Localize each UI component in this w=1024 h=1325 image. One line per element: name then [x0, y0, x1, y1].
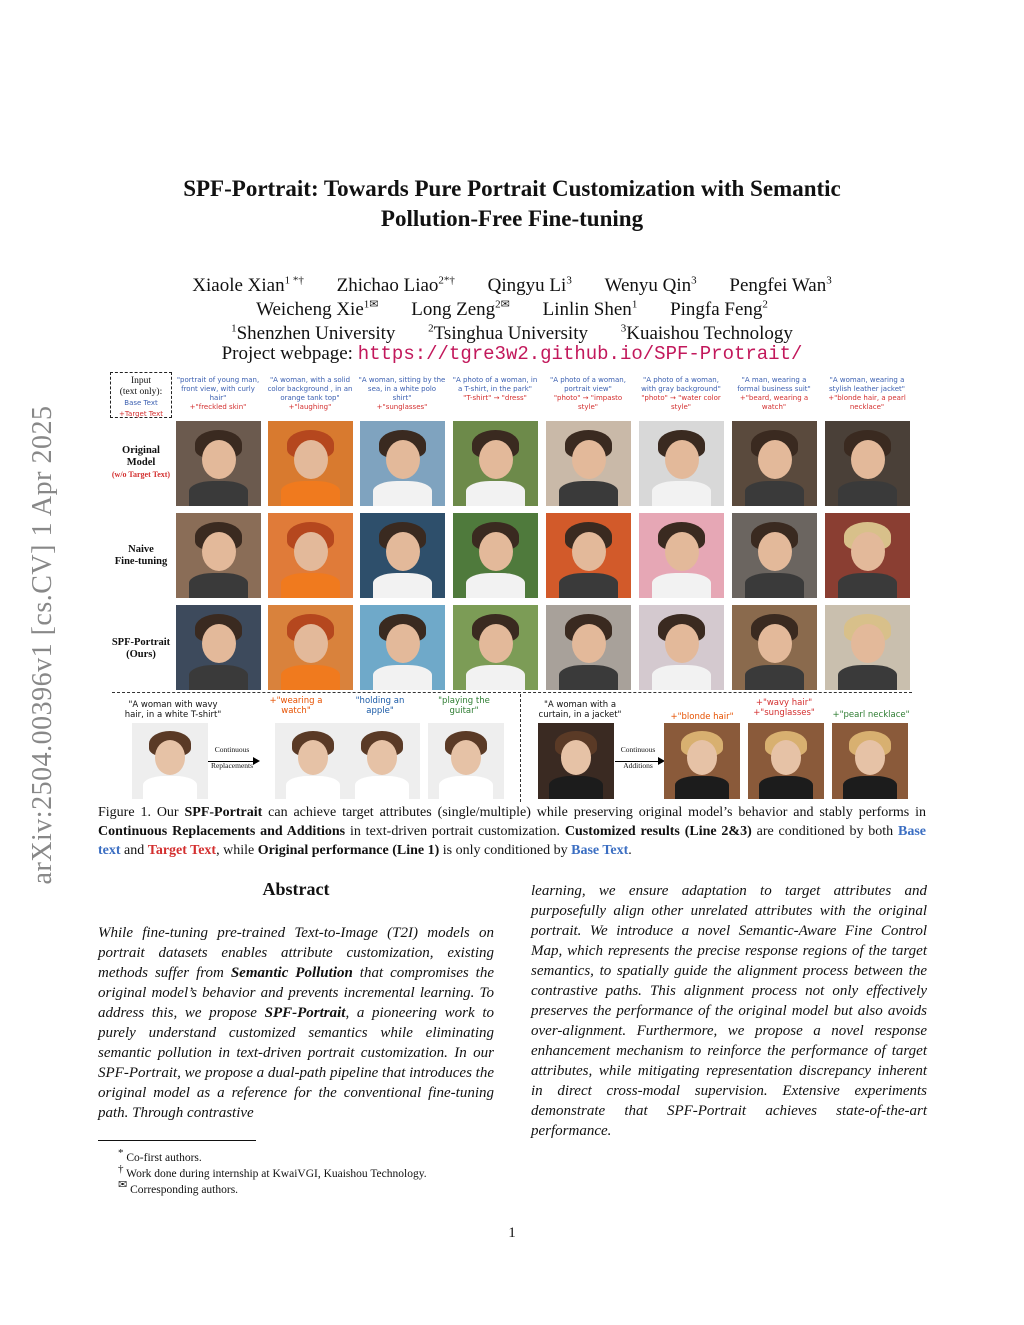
- torso-shape: [843, 776, 896, 799]
- torso-shape: [745, 481, 805, 507]
- face-shape: [294, 532, 328, 571]
- column-prompt: [730, 376, 818, 412]
- face-shape: [386, 624, 420, 663]
- addition-step-1: +"blonde hair": [670, 712, 734, 722]
- base-text: "A man, wearing a formal business suit": [737, 376, 811, 393]
- portrait-image: [825, 421, 910, 506]
- face-shape: [202, 440, 236, 479]
- torso-shape: [286, 776, 339, 799]
- author: Xiaole Xian$^{1 *\dagger}$: [192, 275, 304, 297]
- project-url-link[interactable]: https://tgre3w2.github.io/SPF-Protrait/: [357, 343, 803, 365]
- figure-1: [110, 372, 916, 804]
- legend-target-text: +Target Text: [119, 410, 163, 418]
- replacement-step-1: +"wearing a watch": [269, 696, 323, 716]
- face-shape: [202, 532, 236, 571]
- author: Wenyu Qin$^3$: [604, 275, 697, 297]
- title-line-1: SPF-Portrait: Towards Pure Portrait Customization with Semantic: [183, 176, 841, 201]
- face-shape: [572, 624, 606, 663]
- torso-shape: [466, 573, 526, 599]
- affiliation: $^3$Kuaishou Technology: [620, 323, 793, 345]
- torso-shape: [189, 573, 249, 599]
- column-prompt: [637, 376, 725, 412]
- torso-shape: [281, 481, 341, 507]
- input-sublabel: (text only):: [119, 387, 163, 397]
- figure-caption: Figure 1. Our SPF-Portrait can achieve target attributes (single/multiple) while preserving original model’s behavior and stably performs in Continuous Replacements and Additions in text-driven portrait customization. Customized results (Line 2&3) are conditioned by both Base text and Target Text, while Original performance (Line 1) is only conditioned by Base Text.: [98, 805, 927, 858]
- face-shape: [851, 624, 885, 663]
- footnote: ✉ Corresponding authors.: [118, 1179, 239, 1196]
- portrait-image: [832, 723, 908, 799]
- torso-shape: [549, 776, 602, 799]
- face-shape: [155, 740, 185, 775]
- torso-shape: [143, 776, 196, 799]
- face-shape: [451, 740, 481, 775]
- separator-line: [112, 692, 912, 693]
- base-text: "A woman, with a solid color background , in an orange tank top": [267, 376, 353, 402]
- face-shape: [572, 440, 606, 479]
- torso-shape: [759, 776, 812, 799]
- torso-shape: [355, 776, 408, 799]
- replacement-step-3: "playing the guitar": [438, 696, 490, 716]
- face-shape: [758, 440, 792, 479]
- torso-shape: [745, 665, 805, 691]
- portrait-image: [639, 605, 724, 690]
- portrait-image: [453, 605, 538, 690]
- face-shape: [367, 740, 397, 775]
- replacement-base-prompt: "A woman with wavy hair, in a white T-shirt": [124, 700, 222, 720]
- target-text: +"freckled skin": [189, 403, 247, 411]
- torso-shape: [373, 573, 433, 599]
- target-text: +"blonde hair, a pearl necklace": [828, 394, 906, 411]
- author: Qingyu Li$^3$: [487, 275, 572, 297]
- portrait-image: [428, 723, 504, 799]
- abstract-heading: Abstract: [262, 879, 330, 899]
- author: Pengfei Wan$^3$: [729, 275, 832, 297]
- legend-base-text: Base Text: [124, 399, 158, 407]
- input-legend-box: [110, 372, 172, 418]
- torso-shape: [439, 776, 492, 799]
- column-prompt: [174, 376, 262, 412]
- row-label-naive: Naive Fine-tuning: [114, 544, 168, 567]
- base-text: "portrait of young man, front view, with curly hair": [176, 376, 260, 402]
- face-shape: [851, 440, 885, 479]
- face-shape: [386, 440, 420, 479]
- portrait-image: [732, 605, 817, 690]
- torso-shape: [838, 665, 898, 691]
- portrait-image: [664, 723, 740, 799]
- separator-line: [520, 694, 521, 802]
- row-label-ours: SPF-Portrait (Ours): [111, 637, 171, 660]
- torso-shape: [373, 665, 433, 691]
- author: Linlin Shen$^1$: [542, 299, 638, 321]
- target-text: +"laughing": [288, 403, 332, 411]
- face-shape: [687, 740, 717, 775]
- input-label: Input: [130, 376, 152, 386]
- column-prompt: [544, 376, 632, 412]
- face-shape: [665, 440, 699, 479]
- column-prompt: [823, 376, 911, 412]
- face-shape: [855, 740, 885, 775]
- column-prompt: [451, 376, 539, 403]
- abstract-column-1: While fine-tuning pre-trained Text-to-Image (T2I) models on portrait datasets enables attribute customization, existing methods suffer from Semantic Pollution that compromises the original model’s behavior and prevents incremental learning. To address this, we propose SPF-Portrait, a pioneering work to purely understand customized semantics while eliminating semantic pollution in text-driven portrait customization. In our SPF-Portrait, we propose a dual-path pipeline that introduces the original model as a reference for the conventional fine-tuning path. Through contrastive: [98, 925, 494, 1121]
- row-label-original: Original Model (w/o Target Text): [111, 445, 171, 479]
- base-text: "A woman, sitting by the sea, in a white polo shirt": [358, 376, 446, 402]
- addition-base-prompt: "A woman with a curtain, in a jacket": [538, 700, 622, 720]
- replacements-label: Continuous Replacements: [210, 745, 254, 770]
- torso-shape: [466, 481, 526, 507]
- face-shape: [665, 532, 699, 571]
- face-shape: [386, 532, 420, 571]
- arxiv-identifier: arXiv:2504.00396v1 [cs.CV] 1 Apr 2025: [27, 405, 58, 885]
- torso-shape: [559, 573, 619, 599]
- portrait-image: [275, 723, 351, 799]
- author: Long Zeng$^{2✉}$: [411, 299, 510, 321]
- project-webpage: [0, 342, 1024, 366]
- face-shape: [479, 624, 513, 663]
- target-text: "T-shirt" → "dress": [463, 394, 527, 402]
- face-shape: [665, 624, 699, 663]
- face-shape: [851, 532, 885, 571]
- portrait-image: [268, 421, 353, 506]
- additions-label: Continuous Additions: [620, 745, 656, 770]
- face-shape: [479, 532, 513, 571]
- torso-shape: [652, 665, 712, 691]
- face-shape: [572, 532, 606, 571]
- face-shape: [758, 624, 792, 663]
- portrait-image: [825, 513, 910, 598]
- torso-shape: [745, 573, 805, 599]
- portrait-image: [546, 605, 631, 690]
- addition-step-3: +"pearl necklace": [832, 710, 910, 720]
- target-text: "photo" → "water color style": [641, 394, 721, 411]
- portrait-image: [268, 513, 353, 598]
- column-prompt: [266, 376, 354, 412]
- torso-shape: [675, 776, 728, 799]
- torso-shape: [838, 573, 898, 599]
- base-text: "A photo of a woman, in a T-shirt, in the park": [452, 376, 538, 393]
- base-text: "A photo of a woman, portrait view": [550, 376, 626, 393]
- torso-shape: [652, 573, 712, 599]
- portrait-image: [132, 723, 208, 799]
- author: Weicheng Xie$^{1✉}$: [256, 299, 379, 321]
- face-shape: [294, 440, 328, 479]
- footnote-rule: [98, 1140, 256, 1141]
- face-shape: [479, 440, 513, 479]
- portrait-image: [360, 421, 445, 506]
- portrait-image: [268, 605, 353, 690]
- footnote: † Work done during internship at KwaiVGI, Kuaishou Technology.: [118, 1163, 427, 1180]
- portrait-image: [639, 421, 724, 506]
- torso-shape: [466, 665, 526, 691]
- arrow-right-icon: [208, 761, 258, 762]
- page-number: 1: [508, 1225, 516, 1241]
- torso-shape: [281, 573, 341, 599]
- torso-shape: [838, 481, 898, 507]
- torso-shape: [559, 665, 619, 691]
- portrait-image: [546, 421, 631, 506]
- portrait-image: [639, 513, 724, 598]
- face-shape: [298, 740, 328, 775]
- affiliation: $^2$Tsinghua University: [428, 323, 588, 345]
- face-shape: [202, 624, 236, 663]
- torso-shape: [373, 481, 433, 507]
- portrait-image: [748, 723, 824, 799]
- target-text: +"sunglasses": [376, 403, 428, 411]
- abstract-column-2: learning, we ensure adaptation to target attributes and purposefully align other unrelated attributes with the original portrait. We introduce a novel Semantic-Aware Fine Control Map, which represents the precise response regions of the target semantics, to spatially guide the alignment process between the contrastive paths. This alignment process not only effectively preserves the performance of the original model but also avoids over-alignment. Furthermore, we propose a novel response enhancement mechanism to reinforce the performance of target attributes, while mitigating representation discrepancy inherent in direct cross-modal supervision. Extensive experiments demonstrate that SPF-Portrait achieves state-of-the-art performance.: [531, 883, 927, 1139]
- portrait-image: [453, 513, 538, 598]
- face-shape: [758, 532, 792, 571]
- torso-shape: [189, 481, 249, 507]
- paper-title: [0, 174, 1024, 234]
- addition-step-2: +"wavy hair" +"sunglasses": [753, 698, 815, 718]
- arxiv-sidebar: [28, 360, 58, 930]
- torso-shape: [281, 665, 341, 691]
- target-text: "photo" → "impasto style": [553, 394, 623, 411]
- title-line-2: Pollution-Free Fine-tuning: [380, 206, 644, 231]
- face-shape: [561, 740, 591, 775]
- project-label: Project webpage:: [221, 343, 358, 364]
- footnote: * Co-first authors.: [118, 1147, 202, 1164]
- portrait-image: [176, 513, 261, 598]
- portrait-image: [176, 605, 261, 690]
- torso-shape: [652, 481, 712, 507]
- author: Zhichao Liao$^{2*\dagger}$: [336, 275, 455, 297]
- affiliation: $^1$Shenzhen University: [231, 323, 396, 345]
- portrait-image: [538, 723, 614, 799]
- portrait-image: [176, 421, 261, 506]
- column-prompt: [358, 376, 446, 412]
- target-text: +"beard, wearing a watch": [739, 394, 809, 411]
- face-shape: [771, 740, 801, 775]
- face-shape: [294, 624, 328, 663]
- portrait-image: [360, 605, 445, 690]
- arrow-right-icon: [615, 761, 663, 762]
- portrait-image: [344, 723, 420, 799]
- portrait-image: [360, 513, 445, 598]
- torso-shape: [189, 665, 249, 691]
- torso-shape: [559, 481, 619, 507]
- replacement-step-2: "holding an apple": [355, 696, 405, 716]
- portrait-image: [546, 513, 631, 598]
- portrait-image: [825, 605, 910, 690]
- base-text: "A photo of a woman, with gray background": [641, 376, 721, 393]
- portrait-image: [732, 421, 817, 506]
- portrait-image: [732, 513, 817, 598]
- base-text: "A woman, wearing a stylish leather jacket": [828, 376, 906, 393]
- portrait-image: [453, 421, 538, 506]
- author: Pingfa Feng$^2$: [670, 299, 768, 321]
